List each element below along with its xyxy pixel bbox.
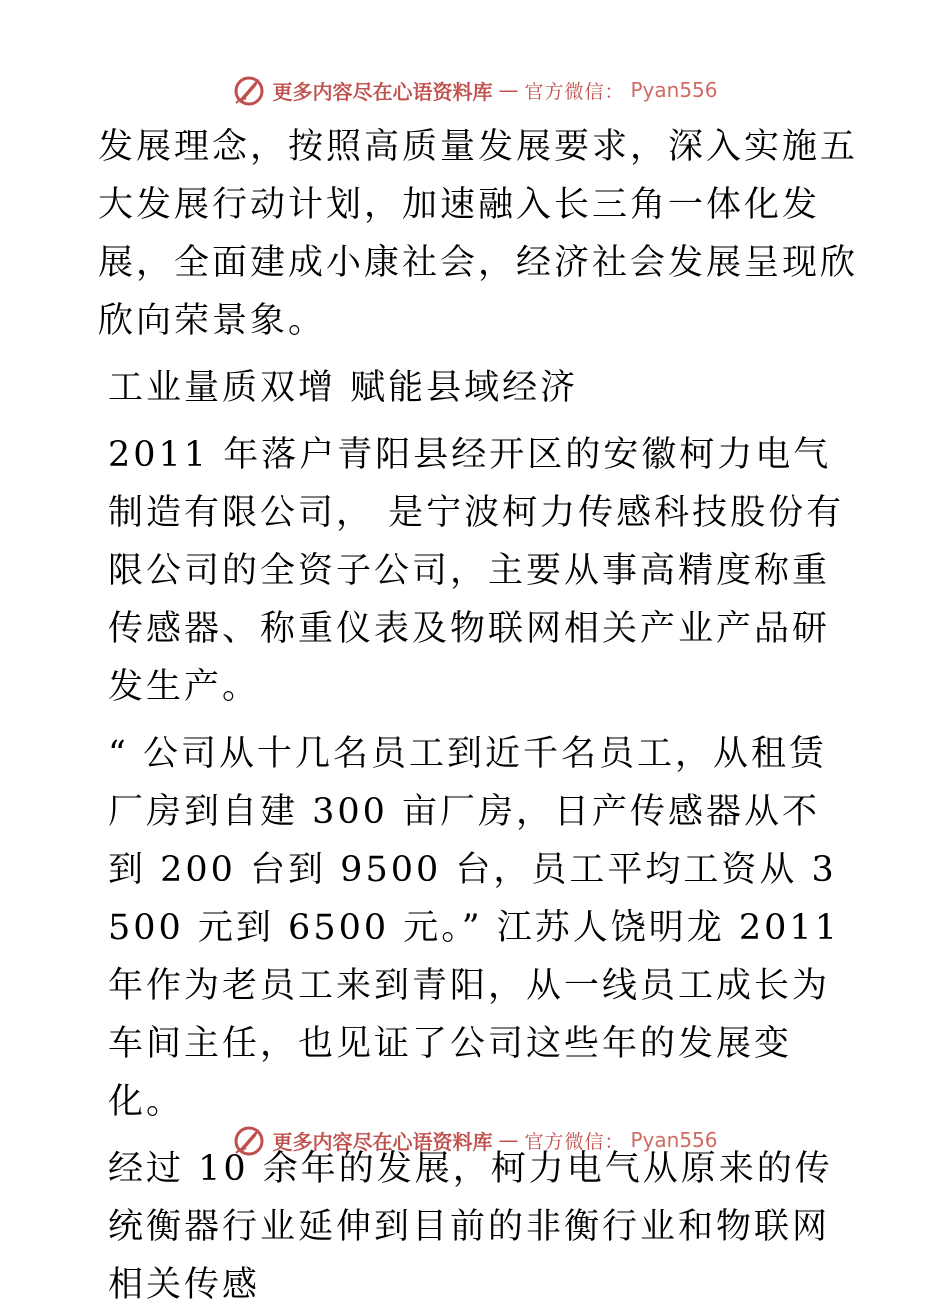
watermark-wechat-label: 官方微信：	[524, 80, 625, 103]
watermark-wechat-id: Pyan556	[630, 78, 718, 102]
section-heading: 工业量质双增 赋能县域经济	[108, 368, 579, 408]
watermark-wechat-label: 官方微信：	[524, 1130, 625, 1153]
paragraph-development: 经过 10 余年的发展，柯力电气从原来的传统衡器行业延伸到目前的非衡行业和物联网相关传感	[108, 1149, 833, 1305]
pen-logo-icon	[232, 1123, 266, 1157]
paragraph-quote: “ 公司从十几名员工到近千名员工，从租赁厂房到自建 300 亩厂房，日产传感器从不到 200 台到 9500 台，员工平均工资从 3500 元到 6500 元。” 江苏人饶明龙 2011 年作为老员工来到青阳，从一线员工成长为车间主任，也见证了公司这些年的发展变化。	[108, 734, 840, 1122]
footer-watermark	[0, 1120, 950, 1160]
watermark-site-text: 更多内容尽在心语资料库	[272, 1129, 493, 1154]
paragraph-intro: 发展理念，按照高质量发展要求，深入实施五大发展行动计划，加速融入长三角一体化发展，全面建成小康社会，经济社会发展呈现欣欣向荣景象。	[98, 127, 859, 341]
watermark-separator: —	[498, 1128, 519, 1152]
paragraph-company: 2011 年落户青阳县经开区的安徽柯力电气制造有限公司， 是宁波柯力传感科技股份有限公司的全资子公司，主要从事高精度称重传感器、称重仪表及物联网相关产业产品研发生产。	[108, 435, 845, 707]
watermark-site-text: 更多内容尽在心语资料库	[272, 79, 493, 104]
watermark-separator: —	[498, 78, 519, 102]
watermark-wechat-id: Pyan556	[630, 1128, 718, 1152]
pen-logo-icon	[232, 73, 266, 107]
header-watermark	[0, 70, 950, 110]
